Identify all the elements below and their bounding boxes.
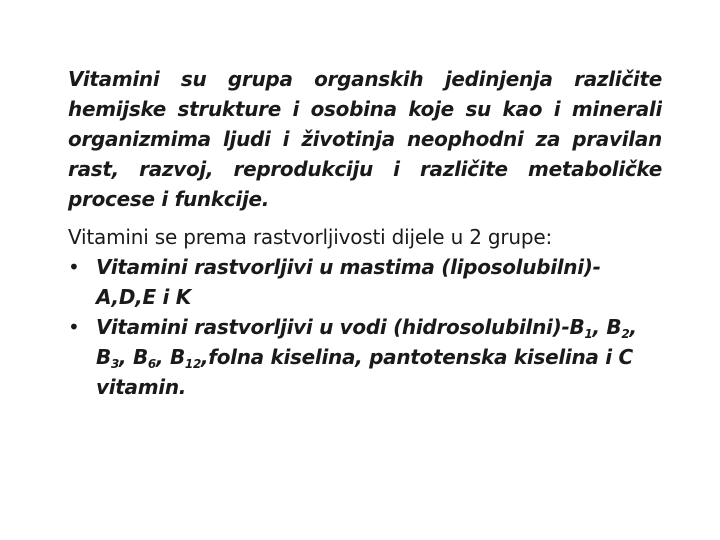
subscript-2: 2 [621,327,630,341]
subscript-3: 3 [110,357,120,371]
subscript-6: 6 [147,357,156,371]
bullet-water-soluble-line3: vitamin. [96,375,187,399]
vitamin-b: B [96,345,111,369]
bullet-fat-soluble-line2: A,D,E i K [96,285,191,309]
separator: , B [155,345,185,369]
subscript-12: 12 [184,357,201,371]
separator: , B [592,315,622,339]
separator: , [629,315,637,339]
water-soluble-prefix: Vitamini rastvorljivi u vodi (hidrosolubilni)-B [96,315,585,339]
subscript-1: 1 [584,327,593,341]
paragraph-line-2: hemijske strukture i osobina koje su kao i minerali [68,97,662,121]
paragraph-line-1: Vitamini su grupa organskih jedinjenja različite [68,67,662,91]
bullet-water-soluble [68,312,662,342]
water-soluble-rest: ,folna kiselina, pantotenska kiselina i C [201,345,633,369]
bullet-fat-soluble-line1: Vitamini rastvorljivi u mastima (liposolubilni)- [96,255,601,279]
bullet-fat-soluble [68,252,662,282]
bullet-dot: • [68,315,80,339]
groups-intro: Vitamini se prema rastvorljivosti dijele u 2 grupe: [68,225,553,249]
bullet-water-soluble-line2 [68,342,662,372]
slide-content [68,64,662,402]
paragraph-line-4: rast, razvoj, reprodukciju i različite metaboličke [68,157,662,181]
paragraph-line-3: organizmima ljudi i životinja neophodni za pravilan [68,127,662,151]
separator: , B [119,345,148,369]
bullet-dot: • [68,255,80,279]
paragraph-line-5: procese i funkcije. [68,187,270,211]
